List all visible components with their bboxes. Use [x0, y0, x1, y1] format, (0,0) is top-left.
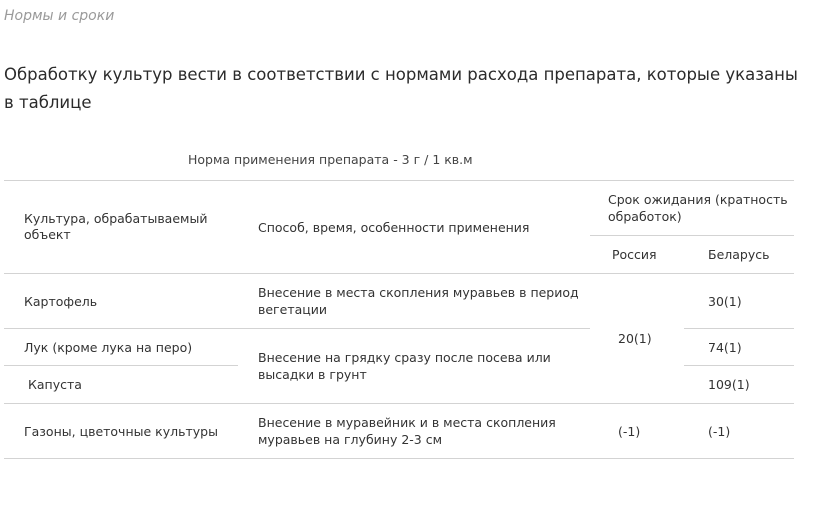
cell-method: Внесение в места скопления муравьев в период вегетации [238, 274, 590, 329]
header-russia: Россия [590, 236, 684, 274]
table-header-row [4, 181, 794, 236]
intro-paragraph: Обработку культур вести в соответствии с нормами расхода препарата, которые указаны в таблице [4, 65, 798, 112]
header-waiting-period: Срок ожидания (кратность обработок) [590, 181, 794, 236]
cell-method: Внесение на грядку сразу после посева или высадки в грунт [238, 329, 590, 404]
cell-belarus: 30(1) [684, 274, 794, 329]
norms-table [4, 180, 794, 459]
cell-belarus: 109(1) [684, 366, 794, 404]
cell-russia: (-1) [590, 404, 684, 459]
cell-belarus: 74(1) [684, 329, 794, 366]
cell-method: Внесение в муравейник и в места скопления муравьев на глубину 2-3 см [238, 404, 590, 459]
table-row [4, 404, 794, 459]
table-caption: Норма применения препарата - 3 г / 1 кв.м [188, 152, 473, 167]
cell-belarus: (-1) [684, 404, 794, 459]
cell-culture: Лук (кроме лука на перо) [4, 329, 238, 366]
header-belarus: Беларусь [684, 236, 794, 274]
header-culture: Культура, обрабатываемый объект [4, 181, 238, 274]
cell-culture: Картофель [4, 274, 238, 329]
cell-culture: Капуста [4, 366, 238, 404]
table-row [4, 274, 794, 329]
header-method: Способ, время, особенности применения [238, 181, 590, 274]
section-title: Нормы и сроки [4, 8, 115, 24]
cell-russia: 20(1) [590, 274, 684, 404]
cell-culture: Газоны, цветочные культуры [4, 404, 238, 459]
